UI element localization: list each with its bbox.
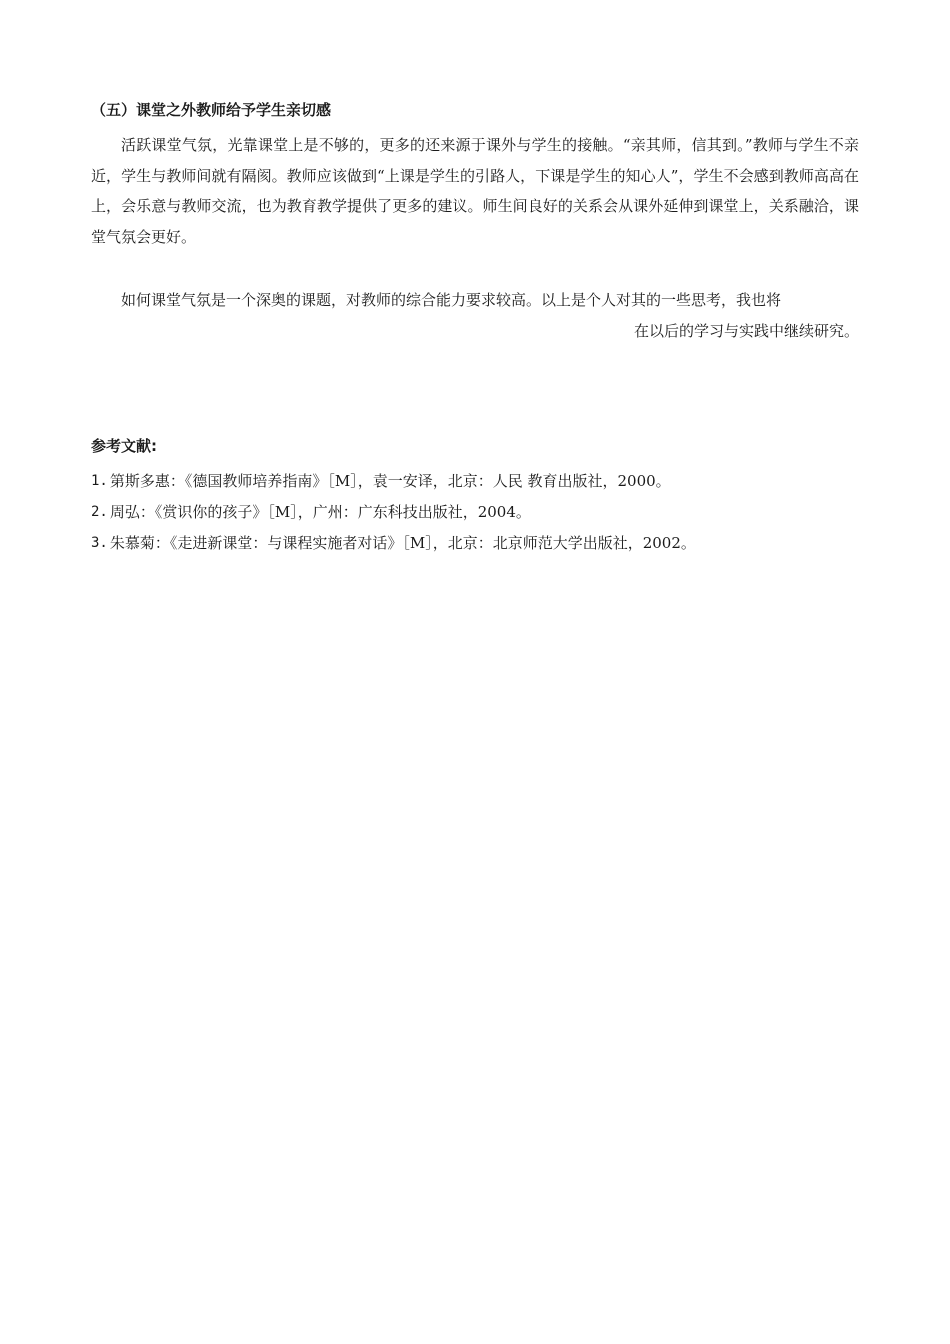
document-body	[91, 98, 859, 559]
section-heading: （五）课堂之外教师给予学生亲切感	[91, 101, 332, 119]
section-paragraph: 活跃课堂气氛，光靠课堂上是不够的，更多的还来源于课外与学生的接触。“亲其师，信其到。”教师与学生不亲近，学生与教师间就有隔阂。教师应该做到“上课是学生的引路人，下课是学生的知心人”，学生不会感到教师高高在上，会乐意与教师交流，也为教育教学提供了更多的建议。师生间良好的关系会从课外延伸到课堂上，关系融洽，课堂气氛会更好。	[91, 136, 859, 246]
conclusion-paragraph	[91, 285, 859, 346]
reference-text: 第斯多惠：《德国教师培养指南》［M］，袁一安译，北京：人民 教育出版社，2000。	[109, 472, 671, 490]
references-list	[91, 466, 859, 559]
reference-number: 2.	[91, 504, 108, 520]
reference-text: 周弘：《赏识你的孩子》［M］，广州：广东科技出版社，2004。	[109, 503, 531, 521]
references-heading: 参考文献:	[91, 437, 157, 455]
reference-text: 朱慕菊：《走进新课堂：与课程实施者对话》［M］，北京：北京师范大学出版社，2002。	[109, 534, 696, 552]
conclusion-line-2: 在以后的学习与实践中继续研究。	[633, 321, 859, 340]
reference-item	[91, 528, 859, 559]
reference-item	[91, 466, 859, 497]
reference-number: 3.	[91, 535, 108, 551]
reference-number: 1.	[91, 473, 108, 489]
conclusion-line-1: 如何课堂气氛是一个深奥的课题，对教师的综合能力要求较高。以上是个人对其的一些思考，我也将	[121, 291, 782, 309]
reference-item	[91, 497, 859, 528]
